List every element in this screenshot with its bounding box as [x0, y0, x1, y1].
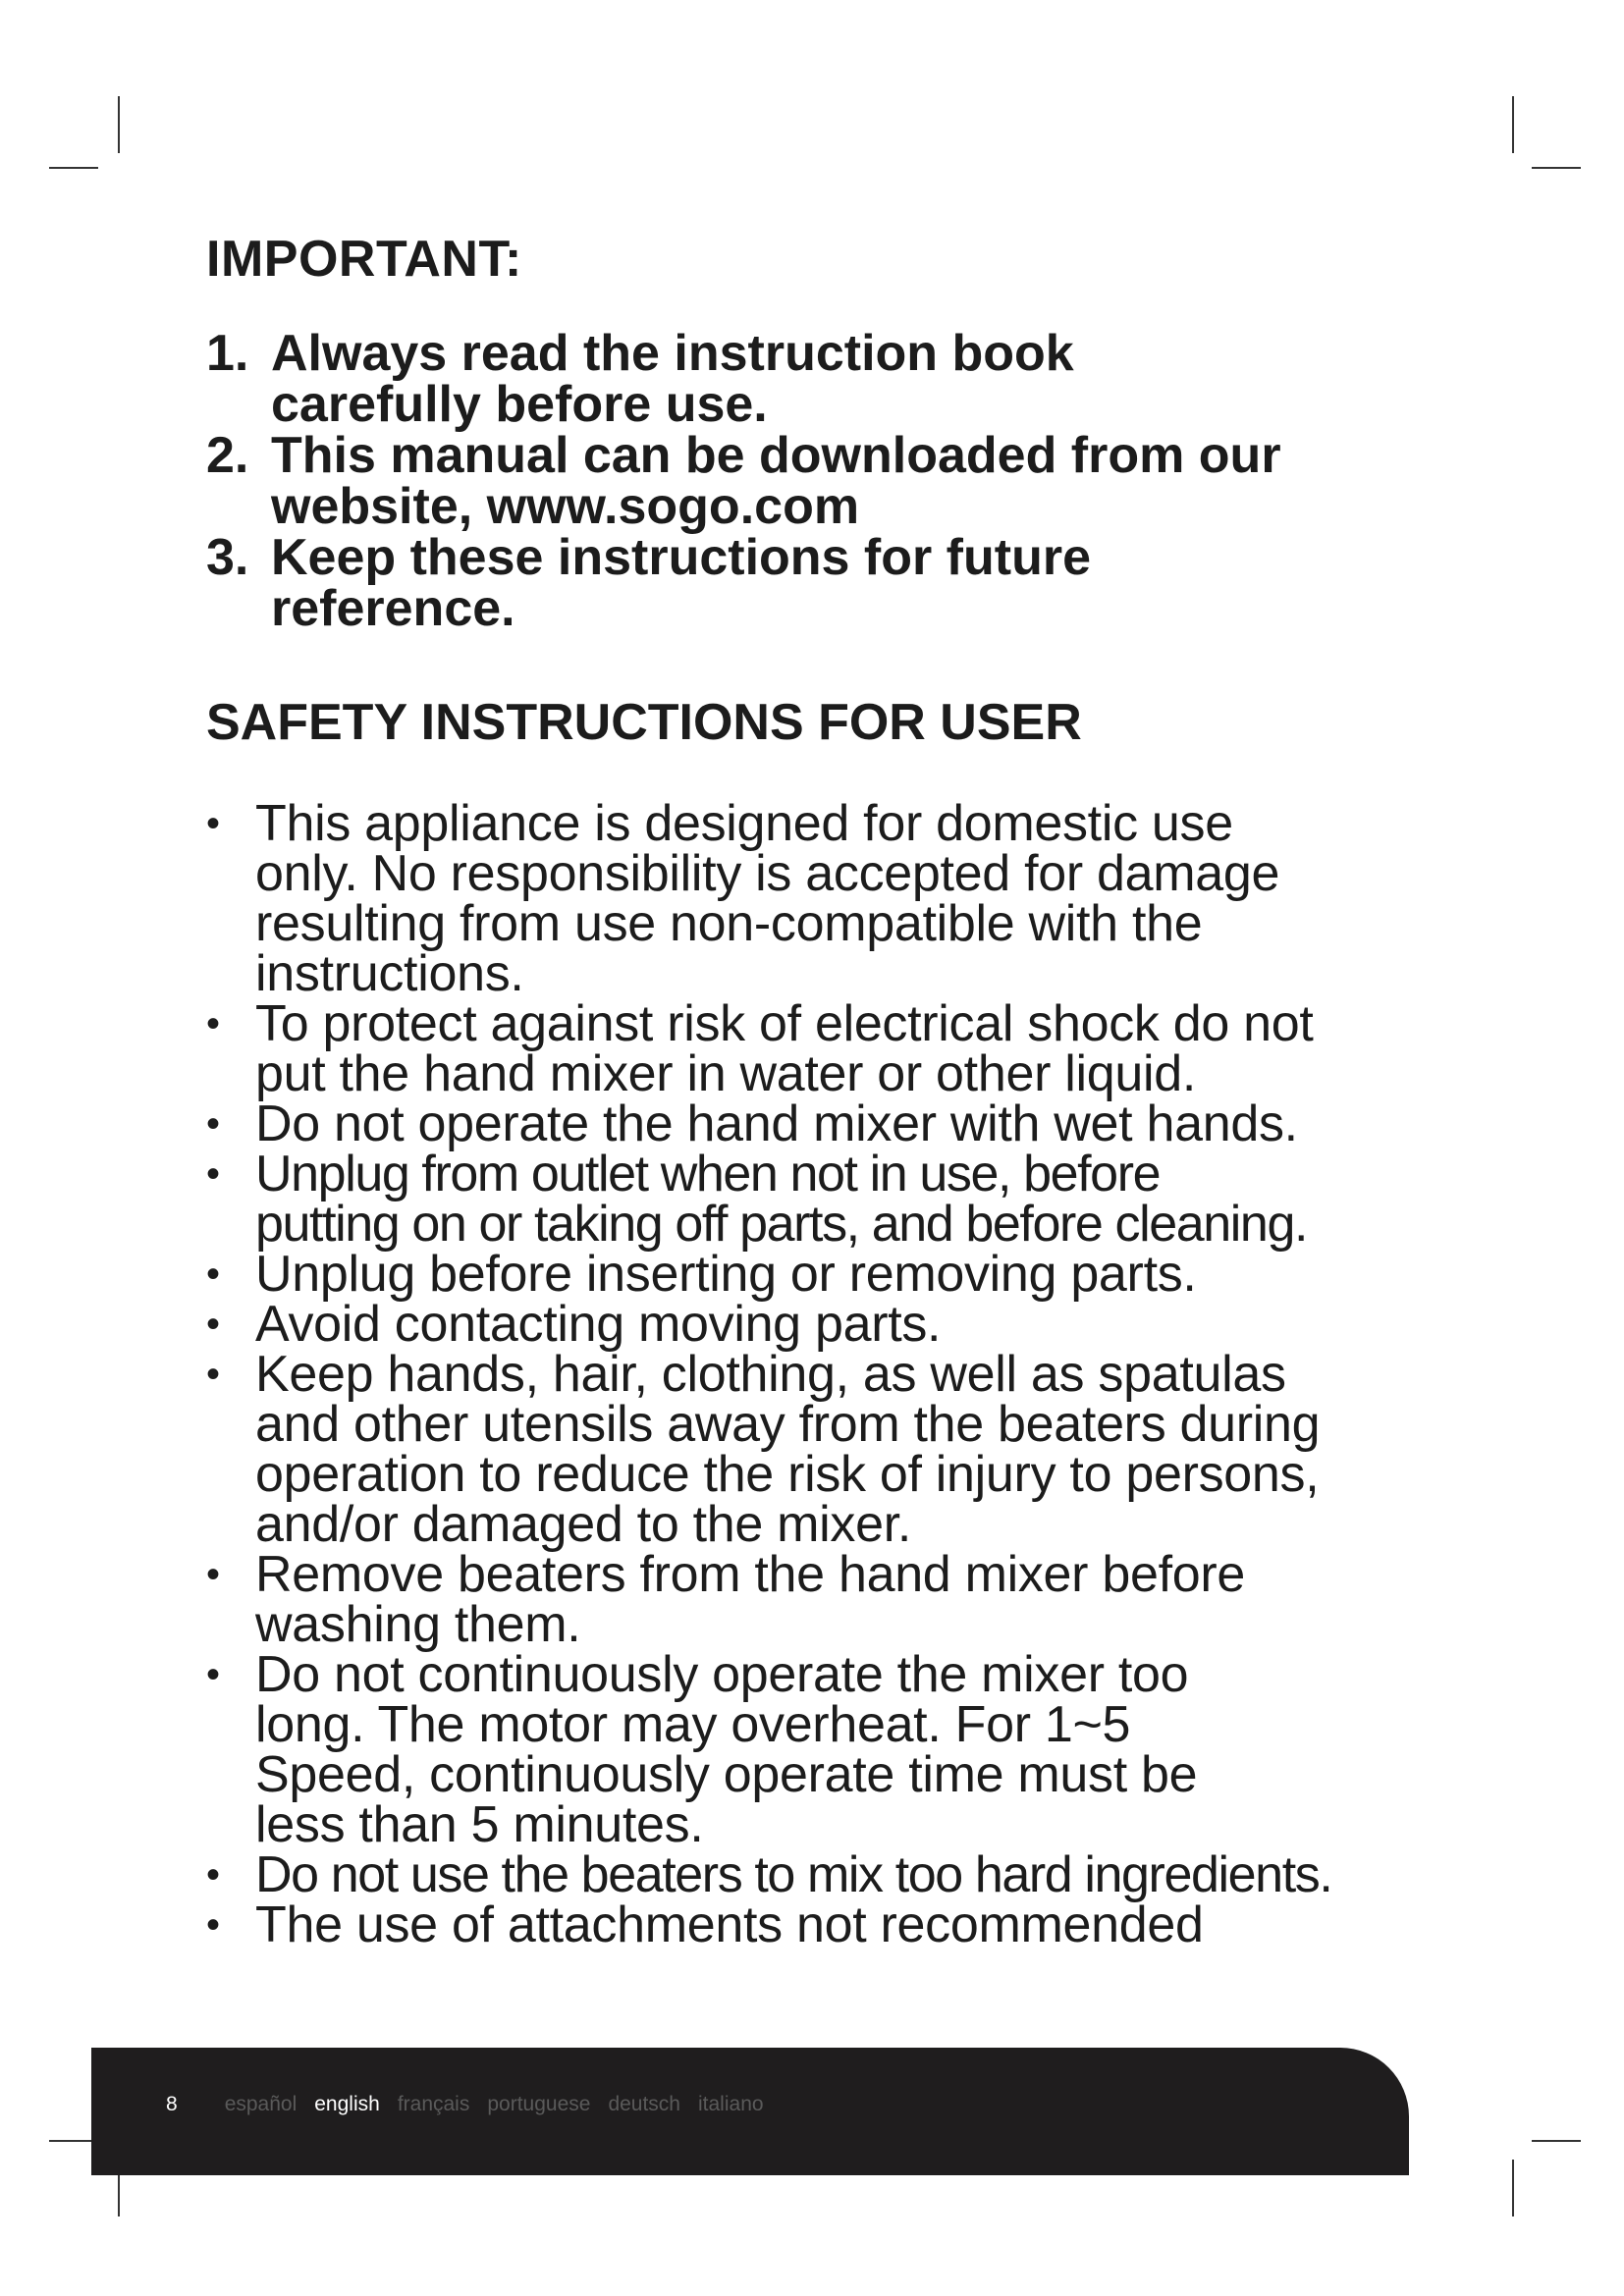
footer-bar [91, 2048, 1409, 2175]
safety-item [206, 1346, 1463, 1553]
safety-item [206, 795, 1463, 1002]
important-item [206, 325, 1463, 433]
crop-mark [118, 96, 120, 153]
item-line: Always read the instruction book [271, 325, 1074, 382]
item-line: instructions. [255, 945, 524, 1002]
safety-item [206, 1246, 1463, 1303]
important-item [206, 427, 1463, 535]
item-line: website, www.sogo.com [271, 478, 860, 535]
item-line: Speed, continuously operate time must be [255, 1746, 1198, 1803]
footer-language-nav [166, 2093, 782, 2116]
language-link-english[interactable]: english [314, 2093, 380, 2115]
item-line: long. The motor may overheat. For 1~5 [255, 1696, 1131, 1753]
important-list [206, 325, 1463, 637]
item-line: Remove beaters from the hand mixer before [255, 1546, 1245, 1603]
page-number: 8 [166, 2093, 178, 2115]
safety-heading: SAFETY INSTRUCTIONS FOR USER [206, 694, 1082, 751]
item-line: The use of attachments not recommended [255, 1896, 1204, 1953]
item-line: put the hand mixer in water or other liquid. [255, 1045, 1196, 1102]
safety-item [206, 1296, 1463, 1353]
bullet-icon: • [206, 1253, 220, 1296]
bullet-icon: • [206, 1303, 220, 1346]
language-link-italiano[interactable]: italiano [698, 2093, 764, 2115]
item-number: 3. [206, 529, 249, 586]
crop-mark [1512, 2160, 1514, 2216]
item-line: Keep these instructions for future [271, 529, 1091, 586]
crop-mark [1532, 167, 1581, 169]
item-number: 2. [206, 427, 249, 484]
item-line: Do not continuously operate the mixer too [255, 1646, 1189, 1703]
item-line: To protect against risk of electrical shock do not [255, 995, 1314, 1052]
item-line: This appliance is designed for domestic use [255, 795, 1233, 852]
language-link-deutsch[interactable]: deutsch [608, 2093, 680, 2115]
safety-item [206, 1546, 1463, 1653]
crop-mark [1532, 2140, 1581, 2142]
item-line: Keep hands, hair, clothing, as well as spatulas [255, 1346, 1286, 1403]
bullet-icon: • [206, 1152, 219, 1196]
item-line: This manual can be downloaded from our [271, 427, 1281, 484]
item-line: Unplug from outlet when not in use, before [255, 1146, 1161, 1202]
item-line: Do not use the beaters to mix too hard ingredients. [255, 1846, 1332, 1903]
safety-item [206, 1896, 1463, 1953]
item-line: putting on or taking off parts, and before cleaning. [255, 1196, 1308, 1253]
page-content [206, 231, 1463, 1953]
item-line: carefully before use. [271, 376, 768, 433]
item-line: only. No responsibility is accepted for damage [255, 845, 1280, 902]
language-link-espaol[interactable]: español [224, 2093, 298, 2115]
item-line: reference. [271, 580, 515, 637]
important-item [206, 529, 1463, 637]
item-line: less than 5 minutes. [255, 1796, 704, 1853]
item-line: and/or damaged to the mixer. [255, 1496, 912, 1553]
item-line: washing them. [255, 1596, 581, 1653]
item-line: operation to reduce the risk of injury to persons, [255, 1446, 1320, 1503]
bullet-icon: • [206, 1553, 220, 1596]
item-number: 1. [206, 325, 249, 382]
bullet-icon: • [206, 1903, 220, 1947]
language-link-portuguese[interactable]: portuguese [487, 2093, 591, 2115]
item-line: Unplug before inserting or removing parts. [255, 1246, 1197, 1303]
crop-mark [49, 167, 98, 169]
item-line: and other utensils away from the beaters during [255, 1396, 1321, 1453]
safety-item [206, 995, 1463, 1102]
crop-mark [1512, 96, 1514, 153]
safety-item [206, 1646, 1463, 1853]
item-line: Do not operate the hand mixer with wet hands. [255, 1095, 1298, 1152]
bullet-icon: • [206, 1653, 220, 1696]
bullet-icon: • [206, 1853, 219, 1896]
safety-item [206, 1846, 1463, 1903]
safety-item [206, 1146, 1463, 1253]
bullet-icon: • [206, 1002, 220, 1045]
safety-list [206, 795, 1463, 1953]
item-line: resulting from use non-compatible with the [255, 895, 1203, 952]
bullet-icon: • [206, 1102, 220, 1146]
important-heading: IMPORTANT: [206, 231, 522, 288]
bullet-icon: • [206, 1353, 220, 1396]
item-line: Avoid contacting moving parts. [255, 1296, 942, 1353]
safety-item [206, 1095, 1463, 1152]
bullet-icon: • [206, 802, 220, 845]
language-link-franais[interactable]: français [397, 2093, 470, 2115]
